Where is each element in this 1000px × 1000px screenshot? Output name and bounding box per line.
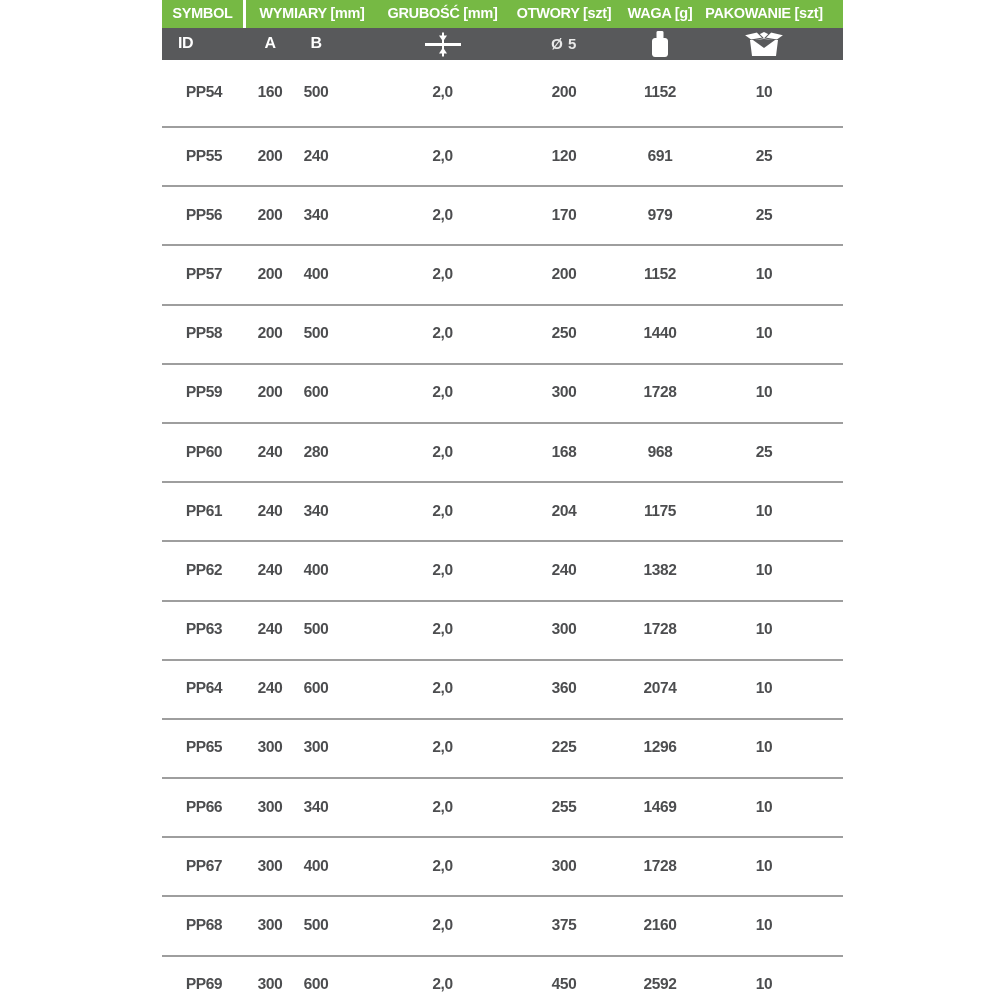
header-waga: WAGA [g] — [627, 6, 693, 22]
holes-cell: 255 — [551, 798, 577, 816]
dim-a-cell: 300 — [257, 857, 283, 875]
header-spacer — [829, 0, 843, 28]
dim-b-cell: 600 — [303, 680, 329, 698]
weight-cell: 1469 — [643, 798, 677, 816]
table-row — [162, 542, 843, 601]
dim-b-cell: 400 — [303, 265, 329, 283]
table-row — [162, 779, 843, 838]
dim-b-cell: 500 — [303, 621, 329, 639]
thickness-cell: 2,0 — [432, 443, 453, 461]
weight-cell: 968 — [647, 443, 673, 461]
weight-cell: 691 — [647, 147, 673, 165]
dim-b-cell: 600 — [303, 976, 329, 994]
dim-a-cell: 240 — [257, 680, 283, 698]
dim-b-cell: 340 — [303, 502, 329, 520]
thickness-cell: 2,0 — [432, 265, 453, 283]
weight-cell: 1152 — [643, 265, 677, 283]
dim-a-cell: 200 — [257, 325, 283, 343]
weight-cell: 2592 — [643, 976, 677, 994]
header-symbol: SYMBOL — [162, 0, 246, 28]
table-row — [162, 897, 843, 956]
packaging-cell: 10 — [755, 325, 773, 343]
thickness-cell: 2,0 — [432, 325, 453, 343]
table-header-row — [162, 0, 843, 28]
dim-b-cell: 340 — [303, 206, 329, 224]
subheader-dim-b: B — [310, 35, 322, 52]
holes-cell: 450 — [551, 976, 577, 994]
table-row — [162, 661, 843, 720]
dim-a-cell: 240 — [257, 561, 283, 579]
holes-cell: 300 — [551, 384, 577, 402]
table-row — [162, 306, 843, 365]
dim-a-cell: 200 — [257, 147, 283, 165]
table-row — [162, 246, 843, 305]
symbol-cell: PP63 — [185, 621, 223, 639]
symbol-cell: PP56 — [185, 206, 223, 224]
symbol-cell: PP64 — [185, 680, 223, 698]
table-row — [162, 365, 843, 424]
packaging-cell: 10 — [755, 917, 773, 935]
symbol-cell: PP62 — [185, 561, 223, 579]
packaging-cell: 10 — [755, 561, 773, 579]
symbol-cell: PP66 — [185, 798, 223, 816]
symbol-cell: PP69 — [185, 976, 223, 994]
thickness-cell: 2,0 — [432, 976, 453, 994]
table-body — [162, 60, 843, 1000]
dim-a-cell: 300 — [257, 798, 283, 816]
holes-cell: 204 — [551, 502, 577, 520]
holes-cell: 375 — [551, 917, 577, 935]
dim-a-cell: 200 — [257, 384, 283, 402]
symbol-cell: PP55 — [185, 147, 223, 165]
open-box-icon — [744, 30, 784, 58]
symbol-cell: PP68 — [185, 917, 223, 935]
subheader-thickness — [378, 31, 507, 58]
dim-a-cell: 300 — [257, 976, 283, 994]
weight-cell: 1152 — [643, 84, 677, 101]
subheader-id: ID — [178, 35, 193, 52]
thickness-cell: 2,0 — [432, 917, 453, 935]
dim-a-cell: 300 — [257, 739, 283, 757]
thickness-cell: 2,0 — [432, 384, 453, 402]
subheader-hole-diameter: Ø 5 — [551, 35, 577, 53]
packaging-cell: 10 — [755, 798, 773, 816]
weight-cell: 1382 — [643, 561, 677, 579]
thickness-cell: 2,0 — [432, 798, 453, 816]
weight-cell: 1440 — [643, 325, 677, 343]
symbol-cell: PP67 — [185, 857, 223, 875]
weight-cell: 1175 — [643, 502, 677, 520]
dim-b-cell: 280 — [303, 443, 329, 461]
header-otwory: OTWORY [szt] — [516, 6, 612, 22]
holes-cell: 225 — [551, 739, 577, 757]
dim-a-cell: 240 — [257, 621, 283, 639]
dim-a-cell: 160 — [257, 84, 283, 101]
dim-b-cell: 400 — [303, 857, 329, 875]
thickness-arrows-icon — [420, 31, 466, 58]
thickness-cell: 2,0 — [432, 84, 453, 101]
subheader-weight — [621, 30, 699, 58]
packaging-cell: 10 — [755, 680, 773, 698]
header-pakowanie: PAKOWANIE [szt] — [705, 6, 823, 22]
holes-cell: 168 — [551, 443, 577, 461]
header-grubosc: GRUBOŚĆ [mm] — [387, 6, 498, 22]
thickness-cell: 2,0 — [432, 206, 453, 224]
table-row — [162, 838, 843, 897]
table-row — [162, 424, 843, 483]
packaging-cell: 10 — [755, 384, 773, 402]
subheader-dim-a: A — [264, 35, 276, 52]
symbol-cell: PP57 — [185, 265, 223, 283]
packaging-cell: 10 — [755, 621, 773, 639]
product-spec-table — [162, 0, 843, 1000]
packaging-cell: 10 — [755, 84, 773, 101]
symbol-cell: PP65 — [185, 739, 223, 757]
packaging-cell: 10 — [755, 857, 773, 875]
dim-b-cell: 600 — [303, 384, 329, 402]
dim-a-cell: 200 — [257, 265, 283, 283]
header-wymiary: WYMIARY [mm] — [259, 6, 365, 22]
table-row — [162, 60, 843, 128]
table-row — [162, 128, 843, 187]
packaging-cell: 25 — [755, 443, 773, 461]
thickness-cell: 2,0 — [432, 739, 453, 757]
weight-cell: 2074 — [643, 680, 677, 698]
table-row — [162, 720, 843, 779]
dim-b-cell: 300 — [303, 739, 329, 757]
weight-cell: 1728 — [643, 621, 677, 639]
table-row — [162, 602, 843, 661]
holes-cell: 120 — [551, 147, 577, 165]
weight-cell: 1728 — [643, 857, 677, 875]
dim-b-cell: 400 — [303, 561, 329, 579]
holes-cell: 360 — [551, 680, 577, 698]
packaging-cell: 10 — [755, 739, 773, 757]
packaging-cell: 25 — [755, 206, 773, 224]
subheader-packaging — [699, 30, 829, 58]
holes-cell: 250 — [551, 325, 577, 343]
table-row — [162, 187, 843, 246]
table-subheader-row — [162, 28, 843, 60]
packaging-cell: 10 — [755, 976, 773, 994]
table-row — [162, 957, 843, 1000]
holes-cell: 300 — [551, 857, 577, 875]
dim-b-cell: 500 — [303, 84, 329, 101]
packaging-cell: 10 — [755, 502, 773, 520]
thickness-cell: 2,0 — [432, 561, 453, 579]
packaging-cell: 10 — [755, 265, 773, 283]
dim-b-cell: 340 — [303, 798, 329, 816]
thickness-cell: 2,0 — [432, 502, 453, 520]
weight-cell: 979 — [647, 206, 673, 224]
dim-a-cell: 200 — [257, 206, 283, 224]
holes-cell: 200 — [551, 84, 577, 101]
thickness-cell: 2,0 — [432, 621, 453, 639]
weight-icon — [650, 30, 670, 58]
thickness-cell: 2,0 — [432, 680, 453, 698]
dim-b-cell: 240 — [303, 147, 329, 165]
packaging-cell: 25 — [755, 147, 773, 165]
dim-a-cell: 240 — [257, 502, 283, 520]
thickness-cell: 2,0 — [432, 857, 453, 875]
holes-cell: 170 — [551, 206, 577, 224]
holes-cell: 300 — [551, 621, 577, 639]
symbol-cell: PP59 — [185, 384, 223, 402]
thickness-cell: 2,0 — [432, 147, 453, 165]
holes-cell: 200 — [551, 265, 577, 283]
weight-cell: 1728 — [643, 384, 677, 402]
table-row — [162, 483, 843, 542]
weight-cell: 1296 — [643, 739, 677, 757]
symbol-cell: PP61 — [185, 502, 223, 520]
weight-cell: 2160 — [643, 917, 677, 935]
dim-a-cell: 240 — [257, 443, 283, 461]
dim-b-cell: 500 — [303, 325, 329, 343]
symbol-cell: PP54 — [185, 84, 223, 101]
dim-b-cell: 500 — [303, 917, 329, 935]
symbol-cell: PP58 — [185, 325, 223, 343]
dim-a-cell: 300 — [257, 917, 283, 935]
symbol-cell: PP60 — [185, 443, 223, 461]
holes-cell: 240 — [551, 561, 577, 579]
